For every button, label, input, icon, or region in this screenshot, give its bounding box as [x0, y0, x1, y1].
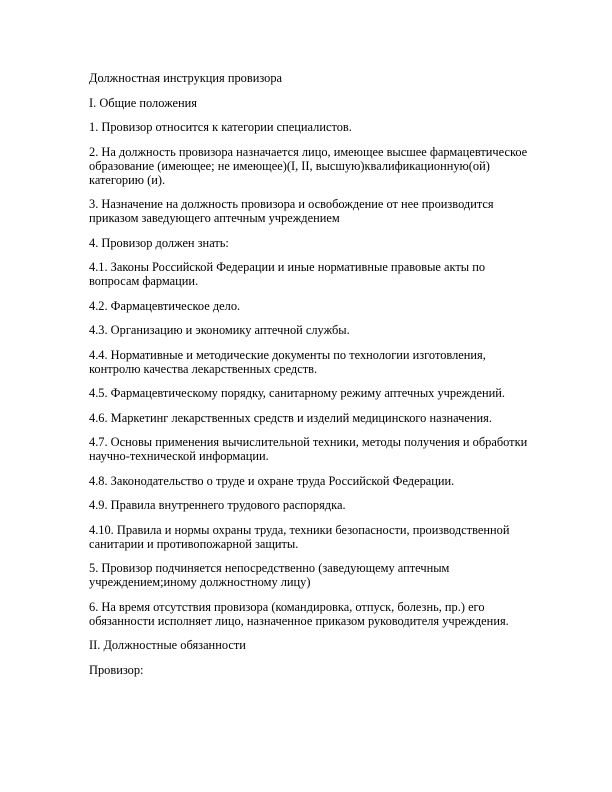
paragraph-4-5: 4.5. Фармацевтическому порядку, санитарному режиму аптечных учреждений.	[89, 386, 505, 400]
paragraph-4-6: 4.6. Маркетинг лекарственных средств и изделий медицинского назначения.	[89, 410, 492, 425]
paragraph-4: 4. Провизор должен знать:	[89, 235, 229, 250]
paragraph-4-10: 4.10. Правила и нормы охраны труда, техники безопасности, производственной санитарии и противопожарной защиты.	[89, 522, 510, 551]
paragraph-4-7: 4.7. Основы применения вычислительной техники, методы получения и обработки научно-технической информации.	[89, 435, 528, 463]
paragraph-4-8: 4.8. Законодательство о труде и охране труда Российской Федерации.	[89, 473, 455, 488]
document-body	[89, 71, 529, 687]
closing-line: Провизор:	[89, 662, 144, 677]
paragraph-4-1: 4.1. Законы Российской Федерации и иные нормативные правовые акты по вопросам фармации.	[89, 260, 486, 288]
paragraph-2: 2. На должность провизора назначается лицо, имеющее высшее фармацевтическое образование (имеющее; не имеющее)(I, II, высшую)квалификационную(ой) категорию (и).	[89, 144, 528, 187]
paragraph-4-3: 4.3. Организацию и экономику аптечной службы.	[89, 323, 350, 337]
paragraph-4-2: 4.2. Фармацевтическое дело.	[89, 298, 241, 313]
section-heading-duties: II. Должностные обязанности	[89, 638, 246, 652]
paragraph-5: 5. Провизор подчиняется непосредственно (заведующему аптечным учреждением;иному должностному лицу)	[89, 561, 450, 589]
paragraph-4-9: 4.9. Правила внутреннего трудового распорядка.	[89, 498, 346, 512]
paragraph-6: 6. На время отсутствия провизора (командировка, отпуск, болезнь, пр.) его обязанности исполняет лицо, назначенное приказом руководителя учреждения.	[89, 599, 509, 628]
paragraph-4-4: 4.4. Нормативные и методические документы по технологии изготовления, контролю качества лекарственных средств.	[89, 347, 486, 376]
paragraph-3: 3. Назначение на должность провизора и освобождение от нее производится приказом заведующего аптечным учреждением	[89, 197, 494, 225]
section-heading-general: I. Общие положения	[89, 95, 197, 110]
document-title: Должностная инструкция провизора	[89, 71, 283, 85]
paragraph-1: 1. Провизор относится к категории специалистов.	[89, 120, 352, 134]
